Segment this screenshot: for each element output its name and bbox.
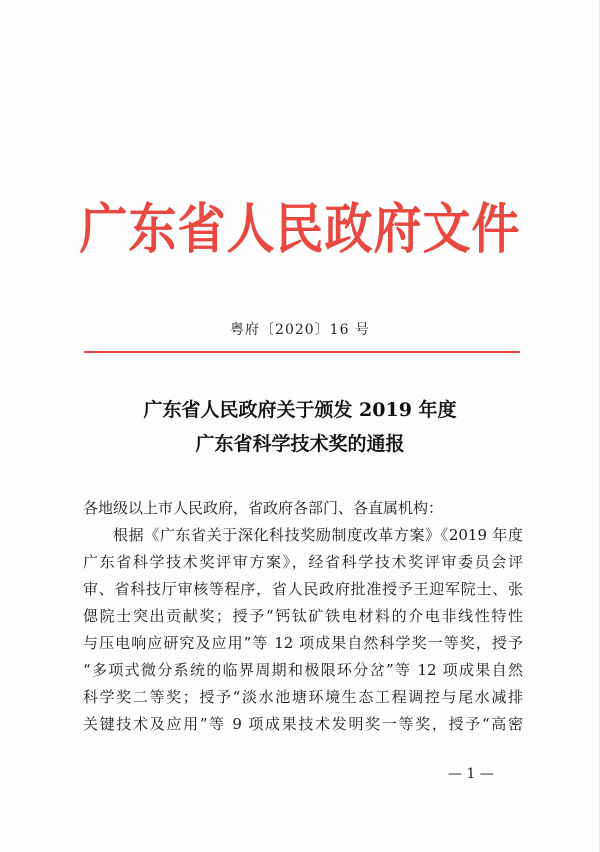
red-divider-line [84,351,520,353]
body-line: 关键技术及应用”等 9 项成果技术发明奖一等奖，授予“高密 [83,715,523,733]
document-title-line-1: 广东省人民政府关于颁发 2019 年度 [143,399,457,421]
document-title-line-2: 广东省科学技术奖的通报 [195,433,405,455]
body-line: 偲院士突出贡献奖；授予“钙钛矿铁电材料的介电非线性特性 [83,607,523,625]
salutation: 各地级以上市人民政府，省政府各部门、各直属机构： [83,499,444,517]
body-line: 科学奖二等奖；授予“淡水池塘环境生态工程调控与尾水减排 [83,688,523,706]
document-masthead: 广东省人民政府文件 [79,198,521,261]
body-line: 审、省科技厅审核等程序，省人民政府批准授予王迎军院士、张 [83,580,523,598]
body-line: “多项式微分系统的临界周期和极限环分岔”等 12 项成果自然 [83,661,523,679]
body-line: 广东省科学技术奖评审方案》，经省科学技术奖评审委员会评 [83,553,523,571]
body-line: 与压电响应研究及应用”等 12 项成果自然科学奖一等奖，授予 [83,634,523,652]
document-title [0,393,600,461]
document-number: 粤府〔2020〕16 号 [230,322,370,338]
body-line: 根据《广东省关于深化科技奖励制度改革方案》《2019 年度 [113,526,523,544]
page-number: — 1 — [448,766,494,782]
